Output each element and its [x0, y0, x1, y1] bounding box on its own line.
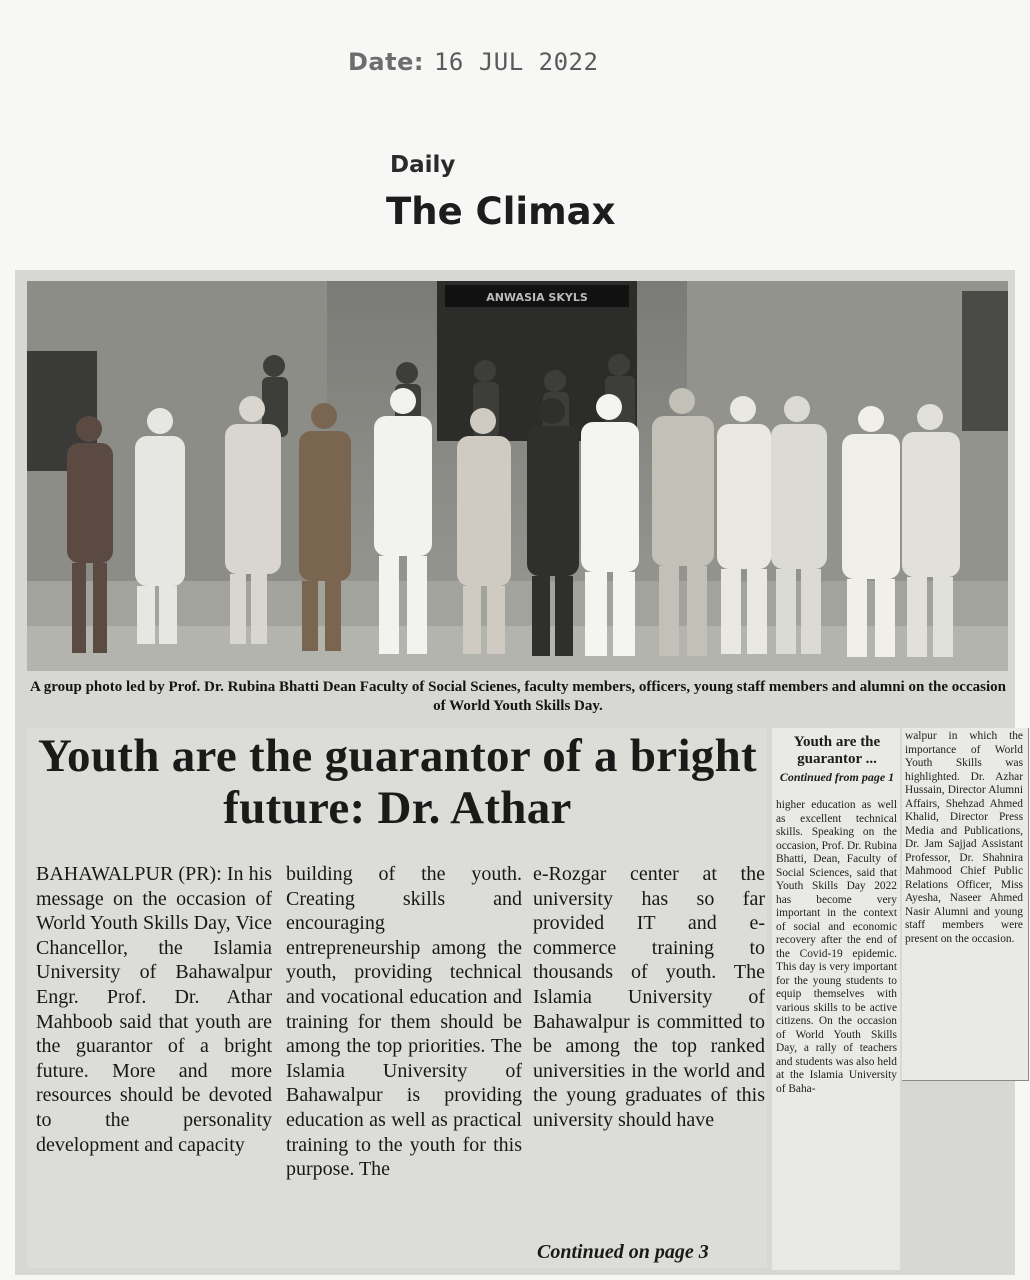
- clipping-date: [348, 48, 598, 76]
- article-column-3: [533, 862, 765, 1272]
- article-column-1: [36, 862, 272, 1272]
- continuation-column-2: [905, 730, 1023, 1075]
- article-headline: Youth are the guarantor of a bright future: Dr. Athar: [38, 730, 757, 834]
- continuation-text-1: higher education as well as excellent technical skills. Speaking on the occasion, Prof. Dr. Rubina Bhatti, Dean, Faculty of Social Sciences, said that Youth Skills Day 2022 has become very important in the context of social and economic recovery after the end of the Covid-19 epidemic. This day is very important for the young students to equip themselves with various skills to be active citizens. On the occasion of World Youth Skills Day, a rally of teachers and students was also held at the Islamia University of Baha-: [776, 799, 897, 1095]
- date-label: Date:: [348, 48, 424, 76]
- article-col1-text: BAHAWALPUR (PR): In his message on the occasion of World Youth Skills Day, Vice Chancellor, the Islamia University of Bahawalpur Engr. Prof. Dr. Athar Mahboob said that youth are the guarantor of a bright future. More and more resources should be devoted to the personality development and capacity: [36, 863, 272, 1156]
- continued-note: Continued on page 3: [537, 1241, 709, 1263]
- group-photo-image: [27, 281, 1008, 671]
- continuation-subtitle: Continued from page 1: [779, 770, 895, 784]
- publication-name: The Climax: [386, 190, 616, 233]
- continuation-column-1: [776, 799, 897, 1269]
- building-sign: ANWASIA SKYLS: [486, 291, 588, 304]
- photo-caption: A group photo led by Prof. Dr. Rubina Bhatti Dean Faculty of Social Scienes, faculty members, officers, young staff members and alumni on the occasion of World Youth Skills Day.: [30, 679, 1006, 714]
- article-column-2: [286, 862, 522, 1272]
- continuation-text-2: walpur in which the importance of World Youth Skills was highlighted. Dr. Azhar Hussain, Director Alumni Affairs, Shehzad Ahmed Khalid, Director Press Media and Publications, Dr. Jam Sajjad Assistant Professor, Dr. Shahnira Mahmood Chief Public Relations Officer, Miss Ayesha, Naseer Ahmed Nasir Alumni and young staff members were present on the occasion.: [905, 730, 1023, 945]
- group-photo: [27, 281, 1008, 671]
- continuation-title: Youth are the guarantor ...: [793, 734, 881, 767]
- publication-prefix: Daily: [390, 152, 456, 178]
- date-value: 16 JUL 2022: [433, 48, 599, 76]
- article-col3-text: e-Rozgar center at the university has so far provided IT and e-commerce training to thousands of youth. The Islamia University of Bahawalpur is committed to be among the top ranked universities in the world and the young graduates of this university should have: [533, 863, 765, 1131]
- article-col2-text: building of the youth. Creating skills and encouraging entrepreneurship among the youth, providing technical and vocational education and training for them should be among the top priorities. The Islamia University of Bahawalpur is providing education as well as practical training to the youth for this purpose. The: [286, 863, 522, 1181]
